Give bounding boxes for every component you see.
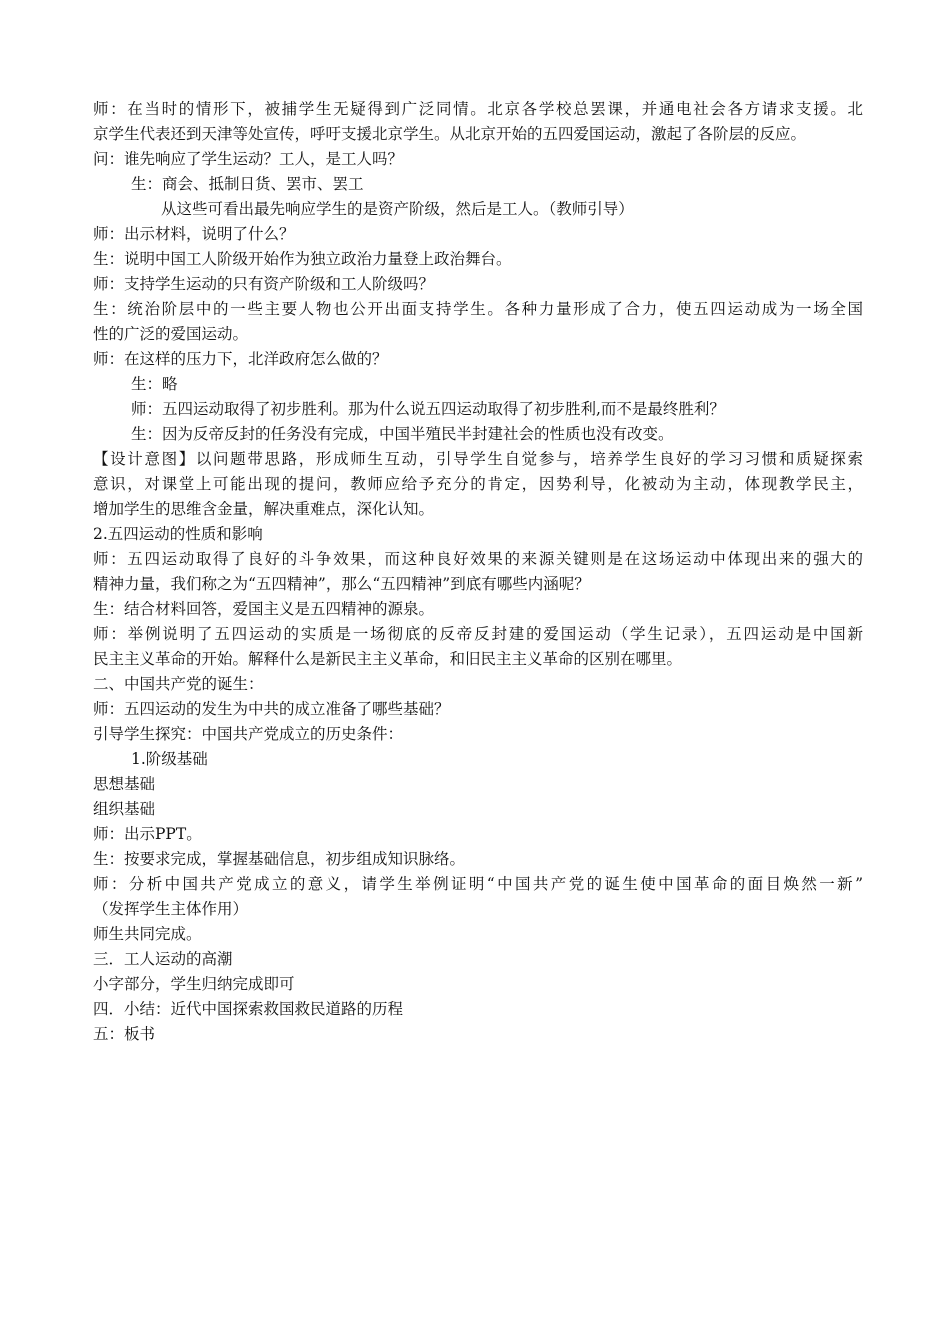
text-line: 师生共同完成。 — [93, 925, 202, 943]
text-line: （发挥学生主体作用） — [93, 900, 249, 918]
document-body — [93, 97, 863, 1047]
text-line: 四．小结：近代中国探索救国救民道路的历程 — [93, 1000, 404, 1018]
text-line: 师：出示PPT。 — [93, 825, 202, 843]
text-line: 【设计意图】以问题带思路，形成师生互动，引导学生自觉参与，培养学生良好的学习习惯和质疑探索 — [93, 450, 863, 468]
text-line: 生：结合材料回答，爱国主义是五四精神的源泉。 — [93, 600, 435, 618]
text-line: 京学生代表还到天津等处宣传，呼吁支援北京学生。从北京开始的五四爱国运动，激起了各阶层的反应。 — [93, 125, 807, 143]
text-line: 五：板书 — [93, 1025, 156, 1043]
text-line: 师：五四运动的发生为中共的成立准备了哪些基础？ — [93, 700, 450, 718]
text-line: 组织基础 — [93, 800, 156, 818]
text-line: 生：说明中国工人阶级开始作为独立政治力量登上政治舞台。 — [93, 250, 512, 268]
text-line: 师：出示材料，说明了什么？ — [93, 225, 295, 243]
text-line: 引导学生探究：中国共产党成立的历史条件： — [93, 725, 404, 743]
text-line: 增加学生的思维含金量，解决重难点，深化认知。 — [93, 500, 435, 518]
text-line: 生：商会、抵制日货、罢市、罢工 — [131, 175, 364, 193]
text-line: 生：略 — [131, 375, 178, 393]
text-line: 三．工人运动的高潮 — [93, 950, 233, 968]
text-line: 生：按要求完成，掌握基础信息，初步组成知识脉络。 — [93, 850, 466, 868]
text-line: 师：五四运动取得了良好的斗争效果，而这种良好效果的来源关键则是在这场运动中体现出来的强大的 — [93, 550, 863, 568]
text-line: 意识，对课堂上可能出现的提问，教师应给予充分的肯定，因势利导，化被动为主动，体现教学民主， — [93, 475, 863, 493]
text-line: 性的广泛的爱国运动。 — [93, 325, 249, 343]
text-line: 2.五四运动的性质和影响 — [93, 525, 263, 543]
text-line: 师：在这样的压力下，北洋政府怎么做的？ — [93, 350, 388, 368]
text-line: 二、中国共产党的诞生： — [93, 675, 264, 693]
text-line: 民主主义革命的开始。解释什么是新民主主义革命，和旧民主主义革命的区别在哪里。 — [93, 650, 683, 668]
text-line: 问：谁先响应了学生运动？工人，是工人吗？ — [93, 150, 404, 168]
text-line: 师：在当时的情形下，被捕学生无疑得到广泛同情。北京各学校总罢课，并通电社会各方请求支援。北 — [93, 100, 863, 118]
text-line: 生：统治阶层中的一些主要人物也公开出面支持学生。各种力量形成了合力，使五四运动成为一场全国 — [93, 300, 863, 318]
text-line: 思想基础 — [93, 775, 156, 793]
text-line: 1.阶级基础 — [131, 750, 208, 768]
text-line: 精神力量，我们称之为“五四精神”，那么“五四精神”到底有哪些内涵呢？ — [93, 575, 590, 593]
text-line: 从这些可看出最先响应学生的是资产阶级，然后是工人。（教师引导） — [161, 200, 634, 218]
text-line: 师：举例说明了五四运动的实质是一场彻底的反帝反封建的爱国运动（学生记录），五四运动是中国新 — [93, 625, 863, 643]
text-line: 师：五四运动取得了初步胜利。那为什么说五四运动取得了初步胜利,而不是最终胜利？ — [131, 400, 725, 418]
text-line: 生：因为反帝反封的任务没有完成，中国半殖民半封建社会的性质也没有改变。 — [131, 425, 674, 443]
text-line: 小字部分，学生归纳完成即可 — [93, 975, 295, 993]
text-line: 师：支持学生运动的只有资产阶级和工人阶级吗？ — [93, 275, 435, 293]
text-line: 师：分析中国共产党成立的意义，请学生举例证明“中国共产党的诞生使中国革命的面目焕然一新” — [93, 875, 863, 893]
